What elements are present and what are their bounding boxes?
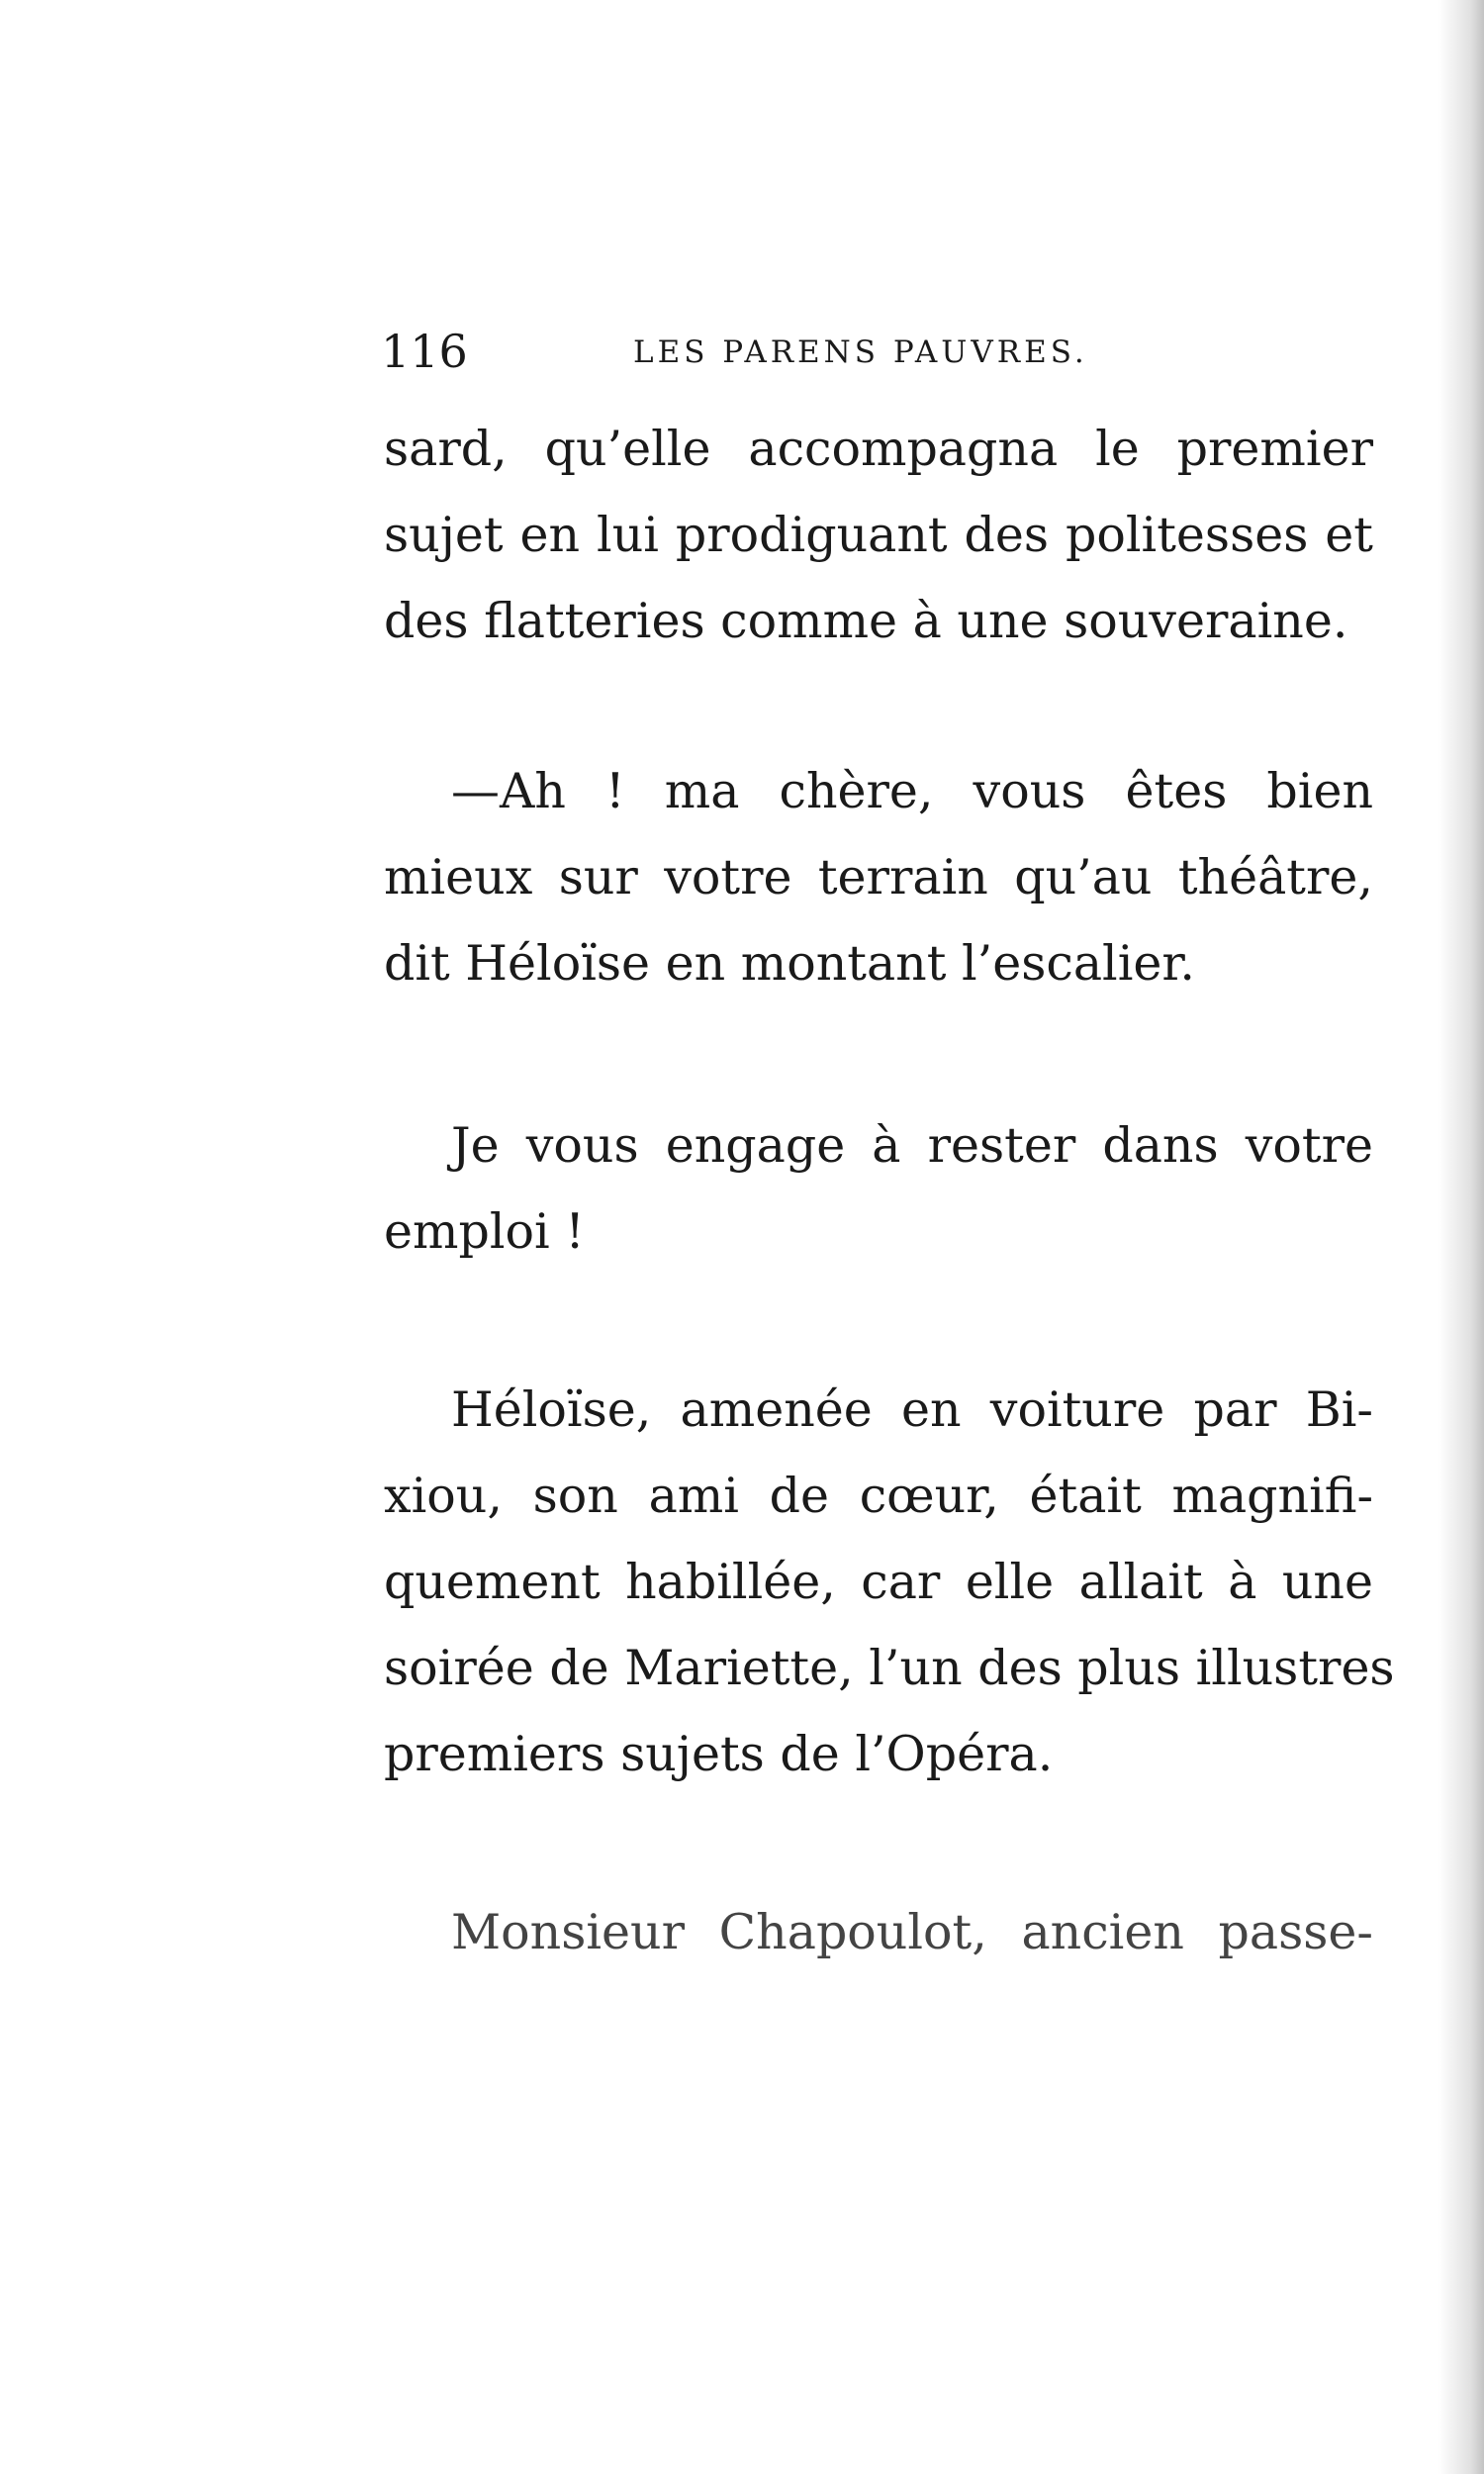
text-line: Héloïse, amenée en voiture par Bi- bbox=[451, 1381, 1373, 1438]
text-line: xiou, son ami de cœur, était magnifi- bbox=[384, 1468, 1373, 1524]
paragraph bbox=[384, 1889, 1373, 1975]
text-line: sard, qu’elle accompagna le premier bbox=[384, 421, 1373, 477]
paragraph bbox=[384, 1367, 1395, 1797]
running-head bbox=[381, 322, 1370, 381]
text-line: quement habillée, car elle allait à une bbox=[384, 1554, 1373, 1610]
text-line: mieux sur votre terrain qu’au théâtre, bbox=[384, 849, 1373, 905]
page-edge-shadow bbox=[1438, 0, 1484, 2474]
text-line: dit Héloïse en montant l’escalier. bbox=[384, 935, 1195, 992]
running-title: LES PARENS PAUVRES. bbox=[633, 334, 1088, 370]
page-number: 116 bbox=[381, 325, 468, 378]
paragraph bbox=[384, 748, 1373, 1006]
text-line: sujet en lui prodiguant des politesses et bbox=[384, 507, 1373, 563]
text-line: soirée de Mariette, l’un des plus illustres bbox=[384, 1640, 1395, 1696]
paragraph bbox=[384, 406, 1373, 664]
text-line: Je vous engage à rester dans votre bbox=[451, 1117, 1373, 1174]
text-line: —Ah ! ma chère, vous êtes bien bbox=[451, 763, 1373, 819]
body-text bbox=[384, 406, 1395, 1975]
text-line: emploi ! bbox=[384, 1203, 585, 1260]
text-line: des flatteries comme à une souveraine. bbox=[384, 593, 1348, 649]
text-line: Monsieur Chapoulot, ancien passe- bbox=[451, 1904, 1373, 1960]
text-line: premiers sujets de l’Opéra. bbox=[384, 1726, 1054, 1782]
paragraph bbox=[384, 1102, 1373, 1275]
